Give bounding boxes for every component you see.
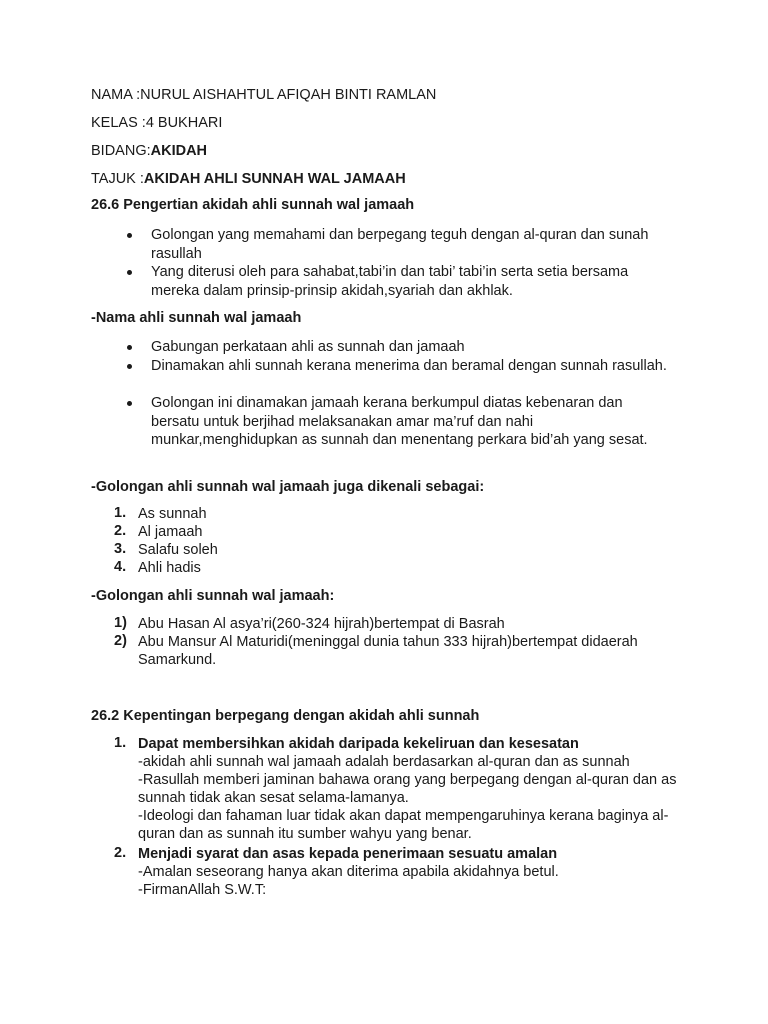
list-item: Al jamaah <box>138 524 203 540</box>
list-number: 2. <box>114 523 127 539</box>
bullet-icon <box>127 345 132 350</box>
list-item-line: -Amalan seseorang hanya akan diterima apabila akidahnya betul. <box>138 864 559 880</box>
list-item: As sunnah <box>138 506 207 522</box>
list-item: Abu Mansur Al Maturidi(meninggal dunia tahun 333 hijrah)bertempat didaerah Samarkund. <box>138 634 638 668</box>
nama-line <box>91 86 436 104</box>
list-item <box>138 845 678 899</box>
nama-value: NURUL AISHAHTUL AFIQAH BINTI RAMLAN <box>140 87 437 103</box>
tajuk-value: AKIDAH AHLI SUNNAH WAL JAMAAH <box>143 171 406 187</box>
list-item-line: -akidah ahli sunnah wal jamaah adalah berdasarkan al-quran dan as sunnah <box>138 754 630 770</box>
section2-bullet-3: Golongan ini dinamakan jamaah kerana berkumpul diatas kebenaran dan bersatu untuk berjihad melaksanakan amar ma’ruf dan nahi munkar,menghidupkan as sunnah dan menentang perkara bid’ah yang sesat. <box>151 395 648 448</box>
list-number: 3. <box>114 541 127 557</box>
list-number: 1. <box>114 505 127 521</box>
bullet-icon <box>127 270 132 275</box>
list-number: 2. <box>114 845 127 861</box>
list-item-line: -Ideologi dan fahaman luar tidak akan dapat mempengaruhinya kerana baginya al-quran dan as sunnah itu sumber wahyu yang benar. <box>138 808 669 842</box>
bullet-icon <box>127 364 132 369</box>
bullet-icon <box>127 401 132 406</box>
bullet-icon <box>127 233 132 238</box>
section4-heading: -Golongan ahli sunnah wal jamaah: <box>91 588 335 604</box>
bidang-line <box>91 142 207 160</box>
bidang-value: AKIDAH <box>150 143 208 159</box>
list-number: 4. <box>114 559 127 575</box>
section2-bullet-2: Dinamakan ahli sunnah kerana menerima dan beramal dengan sunnah rasullah. <box>151 358 667 374</box>
list-item-title: Menjadi syarat dan asas kepada penerimaan sesuatu amalan <box>138 846 558 862</box>
list-item: Ahli hadis <box>138 560 201 576</box>
list-item-line: -FirmanAllah S.W.T: <box>138 882 267 898</box>
list-item <box>138 735 678 843</box>
section2-bullet-1: Gabungan perkataan ahli as sunnah dan jamaah <box>151 339 465 355</box>
section1-bullet-1: Golongan yang memahami dan berpegang teguh dengan al-quran dan sunah rasullah <box>151 227 649 262</box>
list-item-title: Dapat membersihkan akidah daripada kekeliruan dan kesesatan <box>138 736 579 752</box>
kelas-label: KELAS : <box>91 115 146 131</box>
section2-heading: -Nama ahli sunnah wal jamaah <box>91 310 302 326</box>
section3-heading: -Golongan ahli sunnah wal jamaah juga dikenali sebagai: <box>91 479 485 495</box>
section1-bullet-2: Yang diterusi oleh para sahabat,tabi’in dan tabi’ tabi’in serta setia bersama mereka dalam prinsip-prinsip akidah,syariah dan akhlak. <box>151 264 629 299</box>
list-number: 1) <box>114 615 127 631</box>
kelas-line <box>91 114 222 132</box>
list-number: 2) <box>114 633 127 649</box>
list-item: Abu Hasan Al asya’ri(260-324 hijrah)bertempat di Basrah <box>138 616 505 632</box>
section5-heading: 26.2 Kepentingan berpegang dengan akidah ahli sunnah <box>91 708 480 724</box>
list-item: Salafu soleh <box>138 542 218 558</box>
tajuk-line <box>91 170 406 188</box>
list-item-line: -Rasullah memberi jaminan bahawa orang yang berpegang dengan al-quran dan as sunnah tidak akan sesat selama-lamanya. <box>138 772 677 806</box>
section1-heading: 26.6 Pengertian akidah ahli sunnah wal jamaah <box>91 197 415 213</box>
tajuk-label: TAJUK : <box>91 171 144 187</box>
nama-label: NAMA : <box>91 87 141 103</box>
list-number: 1. <box>114 735 127 751</box>
bidang-label: BIDANG: <box>91 143 151 159</box>
kelas-value: 4 BUKHARI <box>145 115 223 131</box>
